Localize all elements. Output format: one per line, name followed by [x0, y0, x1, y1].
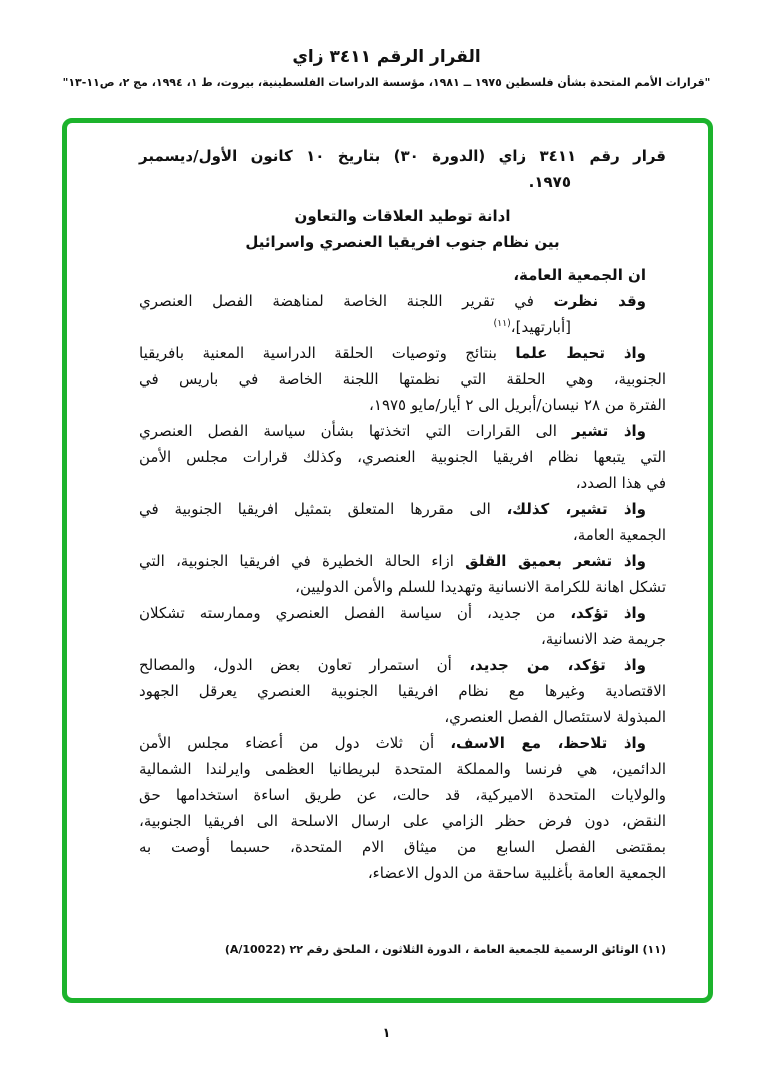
- paragraph-text: الى القرارات التي اتخذتها بشأن سياسة الفصل العنصري: [139, 422, 572, 440]
- paragraph-text: التي يتبعها نظام افريقيا الجنوبية العنصري، وكذلك قرارات مجلس الأمن: [139, 448, 666, 466]
- resolution-intro-line: قرار رقم ٣٤١١ زاي (الدورة ٣٠) بتاريخ ١٠ كانون الأول/ديسمبر: [139, 147, 667, 165]
- paragraph-lead: واذ تؤكد،: [570, 604, 646, 622]
- page-number: ١: [382, 1026, 391, 1041]
- paragraph-text: [أبارتهيد]،: [510, 318, 571, 336]
- paragraph-text: بنتائج وتوصيات الحلقة الدراسية المعنية بافريقيا: [139, 344, 516, 362]
- citation-line: "قرارات الأمم المتحدة بشأن فلسطين ١٩٧٥ ــ ١٩٨١، مؤسسة الدراسات الفلسطينية، بيروت، ط ١، ١٩٩٤، مج ٢، ص١١-١٣": [62, 76, 711, 89]
- paragraph-line: [139, 288, 666, 314]
- preamble-opening: [139, 262, 666, 288]
- paragraph-text: الجنوبية، وهي الحلقة التي نظمتها اللجنة الخاصة في باريس في: [139, 370, 666, 388]
- paragraph-line: [139, 808, 666, 834]
- paragraph-line: [139, 496, 666, 522]
- paragraph-line: [139, 392, 666, 418]
- paragraph-line: [139, 444, 666, 470]
- paragraph-line: [139, 600, 666, 626]
- paragraph-text: الجمعية العامة بأغلبية ساحقة من الدول الاعضاء،: [367, 864, 666, 882]
- paragraph-lead: واذ تشير: [571, 422, 646, 440]
- paragraph-line: [139, 470, 666, 496]
- paragraph-line: [139, 626, 666, 652]
- paragraph-lead: واذ تحيط علما: [515, 344, 647, 362]
- paragraph-line: [139, 860, 666, 886]
- resolution-text: [67, 123, 708, 957]
- footnote-reference: (١١): [493, 318, 511, 329]
- paragraph-line: [139, 678, 666, 704]
- paragraph-text: أن استمرار تعاون بعض الدول، والمصالح: [139, 656, 470, 674]
- resolution-heading-2: بين نظام جنوب افريقيا العنصري واسرائيل: [245, 233, 560, 251]
- paragraph-text: في تقرير اللجنة الخاصة لمناهضة الفصل العنصري: [139, 292, 554, 310]
- paragraph-text: ازاء الحالة الخطيرة في افريقيا الجنوبية، التي: [139, 552, 466, 570]
- paragraph-lead: واذ تشير، كذلك،: [506, 500, 647, 518]
- paragraph-line: [139, 366, 666, 392]
- paragraph-text: الاقتصادية وغيرها مع نظام افريقيا الجنوبية العنصري يعرقل الجهود: [139, 682, 666, 700]
- paragraph-text: الجمعية العامة،: [572, 526, 666, 544]
- paragraph-line: [139, 730, 666, 756]
- paragraph-line: [139, 652, 666, 678]
- paragraph-text: النقض، دون فرض حظر الزامي على ارسال الاسلحة الى افريقيا الجنوبية،: [139, 812, 666, 830]
- paragraph-text: تشكل اهانة للكرامة الانسانية وتهديدا للسلم والأمن الدوليين،: [295, 578, 666, 596]
- resolution-box: [62, 118, 713, 1003]
- paragraph-line: [139, 522, 666, 548]
- paragraph-line: [139, 314, 666, 340]
- paragraph-text: الدائمين، هي فرنسا والمملكة المتحدة لبريطانيا العظمى وايرلندا الشمالية: [139, 760, 666, 778]
- paragraph-lead: وقد نظرت: [553, 292, 646, 310]
- document-title: القرار الرقم ٣٤١١ زاي: [292, 47, 481, 67]
- paragraph-line: [139, 834, 666, 860]
- resolution-heading-1: ادانة توطيد العلاقات والتعاون: [294, 207, 511, 225]
- paragraph-text: المبذولة لاستئصال الفصل العنصري،: [444, 708, 666, 726]
- paragraph-lead: واذ تلاحظ، مع الاسف،: [450, 734, 646, 752]
- paragraph-line: [139, 418, 666, 444]
- paragraph-line: [139, 340, 666, 366]
- paragraph-text: أن ثلاث دول من أعضاء مجلس الأمن: [139, 734, 451, 752]
- paragraph-lead: واذ تشعر بعميق القلق: [465, 552, 646, 570]
- paragraph-text: الى مقررها المتعلق بتمثيل افريقيا الجنوبية في: [139, 500, 507, 518]
- paragraph-text: والولايات المتحدة الاميركية، قد حالت، عن طريق اساءة استخدامها حق: [139, 786, 666, 804]
- paragraph-line: [139, 782, 666, 808]
- paragraph-text: الفترة من ٢٨ نيسان/أبريل الى ٢ أيار/مايو ١٩٧٥،: [369, 396, 666, 414]
- paragraph-lead: واذ تؤكد، من جديد،: [469, 656, 646, 674]
- resolution-year-line: ١٩٧٥.: [528, 173, 571, 191]
- paragraph-text: من جديد، أن سياسة الفصل العنصري وممارسته تشكلان: [139, 604, 571, 622]
- paragraph-lead: ان الجمعية العامة،: [513, 266, 646, 284]
- footnote: (١١) الوثائق الرسمية للجمعية العامة ، الدورة الثلاثون ، الملحق رقم ٢٢ (A/10022): [224, 943, 666, 956]
- paragraph-line: [139, 574, 666, 600]
- paragraph-line: [139, 756, 666, 782]
- paragraph-line: [139, 548, 666, 574]
- paragraph-text: بمقتضى الفصل السابع من ميثاق الام المتحدة، حسبما أوصت به: [139, 838, 666, 856]
- paragraph-line: [139, 704, 666, 730]
- document-header: [0, 0, 773, 91]
- paragraph-text: جريمة ضد الانسانية،: [540, 630, 666, 648]
- paragraph-text: في هذا الصدد،: [575, 474, 666, 492]
